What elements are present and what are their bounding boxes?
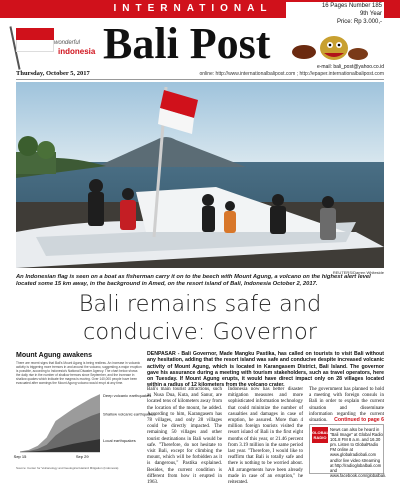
global-radio-logo: GLOBAL RADIO (312, 427, 328, 443)
chart-tick-label: Sep 15 (13, 454, 27, 459)
radio-promo (309, 424, 387, 478)
earthquake-chart (13, 386, 156, 464)
wonderful-text: wonderful (54, 40, 81, 46)
photo-credit: REUTERS/Darren Whiteside (332, 270, 384, 275)
wonderful-indonesia-logo: indonesia (58, 47, 96, 56)
headline: Bali remains safe and conducive: Governor (78, 291, 322, 345)
article-lead: DENPASAR - Bali Governor, Made Mangku Pastika, has called on tourists to visit Bali without any hesitation, adding that the resort island was safe and conducive despite increased volcanic activity of Mount Agung, which is located in Karangasem District, Bali Island. The governor gave his assurance during a meeting with tourism stakeholders, such as travel operators, here on Tuesday. If Mount Agung erupts, it would have direct impact only on 28 villages located within a radius of 12 kilometers from the volcano crater. (147, 351, 384, 389)
issue-pages: 16 Pages Number 185 (321, 3, 382, 9)
date-bar (16, 70, 384, 80)
article-column-3: The government has planned to hold a meeting with foreign consuls in Bali in order to explain the current situation and disseminate information regarding the current situation. (309, 387, 384, 424)
indonesian-flag-icon (16, 28, 54, 52)
chart-legend-label: Deep volcanic earthquakes (103, 393, 152, 399)
chart-legend-label: Shallow volcanic earthquakes (103, 411, 156, 417)
barong-mask-icon (290, 34, 370, 64)
continued-link[interactable]: Continued to page 6 (334, 417, 384, 423)
issue-year: 9th Year (359, 11, 382, 17)
section-title: INTERNATIONAL (113, 3, 273, 14)
chart-source: Source: Center for Volcanology and Geological Hazard Mitigation (Indonesia) (16, 466, 119, 470)
chart-legend-label: Local earthquakes (103, 438, 136, 444)
issue-price: Price: Rp 3.000,- (336, 19, 382, 25)
chart-description: There are recent signs that Bali's Mount Agung is being restless. An increase in volcanic activity is triggering more tremors in and around the volcano, suggesting a major eruption is possible, according to Indonesia's National Disaster Agency. The chart below shows the daily rise in the number of shallow tremors since September, and the increase in shallow quakes which indicate the magma is moving. Over 140,000 people have been evacuated after warnings the Mount Agung volcano would erupt at any time. (16, 361, 142, 385)
chart-tick-label: Sep 29 (75, 454, 89, 459)
main-photo (16, 82, 384, 268)
article-column-2: Indonesia now has better disaster mitigation measures and more sophisticated information technology that could minimize the number of casualties and damages in case of eruption, he assured. More than 4 million foreign tourists visited the resort island of Bali in the first eight months of this year, or 21.46 percent from 3.19 million in the same period last year. "Therefore, I would like to reaffirm that Bali is totally safe and there is nothing to be worried about. All arrangements have been already made in case of an eruption," he reiterated. (228, 387, 303, 486)
infographic (13, 352, 156, 474)
website-links[interactable]: online: http://www.internationalbalipost.com ; http://epaper.internationalbalipost.com (199, 71, 384, 77)
radio-promo-text: News can also be heard in "Bali Image" at Global Radio 101.8 FM 8 a.m. and 16.30 pm. Listen to GlobalRadio FM online at www.globalradiobali.com and/or live video streaming at http://radioglobalbali.com and www.facebook.com/globalbali. (330, 427, 387, 478)
article-column-1: Bali's main tourist attractions, such as Nusa Dua, Kuta, and Sanur, are located tens of kilometers away from the location of the mount, he added. According to him, Karangasem has 78 villages, and only 28 villages could be directly impacted. The remaining 50 villages and other tourist destinations in Bali would be safe. "Therefore, do not hesitate to visit Bali, except for climbing the mount, which will be forbidden as it is dangerous," Pastika explained. Besides, the current condition is different from how it erupted in 1963. (147, 387, 222, 486)
email: e-mail: bali_post@yahoo.co.id (316, 64, 384, 70)
photo-caption: An Indonesian flag is seen on a boat as fisherman carry it on to the beech with Mount Agung, a volcano on the highest alert level located some 15 km away, in the background in Amed, on the resort island of Bali, Indonesia October 2, 2017. (16, 274, 371, 287)
issue-info (286, 2, 384, 36)
masthead: Bali Post (103, 19, 271, 68)
issue-date: Thursday, October 5, 2017 (16, 70, 90, 77)
chart-title: Mount Agung awakens (16, 352, 92, 359)
